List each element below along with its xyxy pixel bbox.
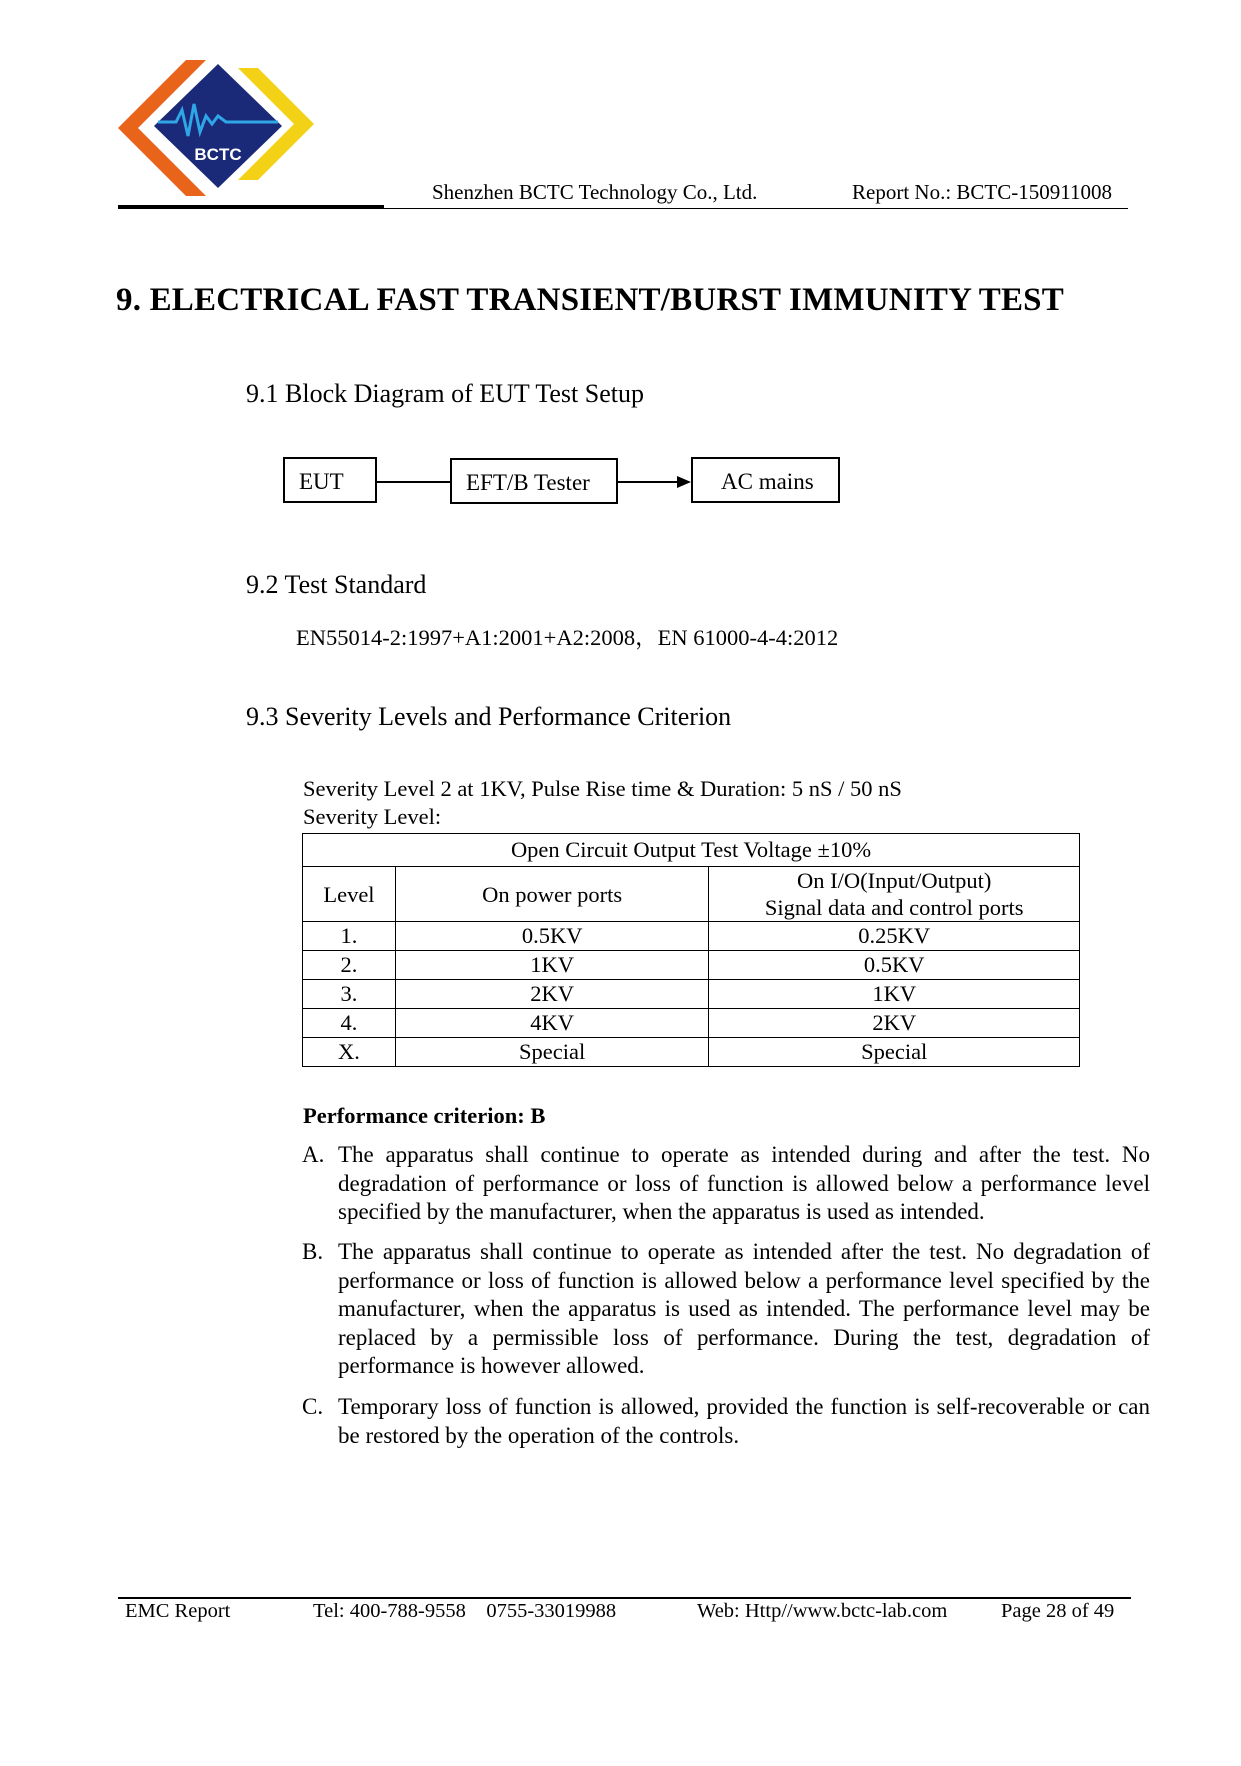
criterion-c xyxy=(302,1393,1150,1450)
bctc-logo xyxy=(118,60,318,200)
io-cell: 0.25KV xyxy=(709,922,1080,951)
criterion-text: The apparatus shall continue to operate as intended after the test. No degradation of performance or loss of function is allowed below a performance level specified by the manufacturer, when the apparatus is used as intended. The performance level may be replaced by a permissible loss of performance. During the test, degradation of performance is however allowed. xyxy=(338,1239,1150,1379)
test-standard-heading: 9.2 Test Standard xyxy=(246,570,427,599)
eft-tester-box xyxy=(450,458,618,504)
company-name: Shenzhen BCTC Technology Co., Ltd. xyxy=(432,180,758,204)
col-power-header: On power ports xyxy=(395,867,709,922)
level-cell: 3. xyxy=(303,980,396,1009)
header-rule xyxy=(118,208,1128,209)
col-io-header xyxy=(709,867,1080,922)
severity-level-label: Severity Level: xyxy=(303,804,442,829)
footer-report-type: EMC Report xyxy=(125,1600,231,1622)
io-cell: 0.5KV xyxy=(709,951,1080,980)
io-cell: 1KV xyxy=(709,980,1080,1009)
eft-tester-box-label: EFT/B Tester xyxy=(466,470,590,495)
footer-website: Web: Http//www.bctc-lab.com xyxy=(697,1600,948,1622)
test-standard-text: EN55014-2:1997+A1:2001+A2:2008，EN 61000-4-4:2012 xyxy=(296,625,839,650)
footer-page-number: Page 28 of 49 xyxy=(1001,1600,1115,1622)
criterion-text: Temporary loss of function is allowed, provided the function is self-recoverable or can be restored by the operation of the controls. xyxy=(338,1394,1150,1448)
power-cell: 0.5KV xyxy=(395,922,709,951)
level-cell: 1. xyxy=(303,922,396,951)
eut-box xyxy=(283,457,377,503)
footer-rule xyxy=(118,1597,1131,1599)
criterion-a xyxy=(302,1141,1150,1227)
ac-mains-box-label: AC mains xyxy=(721,469,814,494)
section-title: 9. ELECTRICAL FAST TRANSIENT/BURST IMMUNITY TEST xyxy=(116,282,1064,318)
ac-mains-box xyxy=(691,457,840,503)
criterion-letter: B. xyxy=(302,1239,324,1264)
col-io-header-line2: Signal data and control ports xyxy=(764,895,1024,920)
level-cell: X. xyxy=(303,1038,396,1067)
power-cell: 2KV xyxy=(395,980,709,1009)
severity-level-line: Severity Level 2 at 1KV, Pulse Rise time & Duration: 5 nS / 50 nS xyxy=(303,776,902,801)
table-header-row xyxy=(303,834,1080,867)
io-cell: Special xyxy=(709,1038,1080,1067)
level-cell: 2. xyxy=(303,951,396,980)
table-row xyxy=(303,922,1080,951)
criterion-letter: A. xyxy=(302,1142,325,1167)
eut-box-label: EUT xyxy=(299,469,344,494)
table-row xyxy=(303,951,1080,980)
severity-heading: 9.3 Severity Levels and Performance Criterion xyxy=(246,702,732,731)
footer-telephone: Tel: 400-788-9558 0755-33019988 xyxy=(313,1600,617,1622)
col-level-header: Level xyxy=(303,867,396,922)
arrow-head-icon xyxy=(677,476,691,488)
criterion-text: The apparatus shall continue to operate as intended during and after the test. No degradation of performance or loss of function is allowed below a performance level specified by the manufacturer, when the apparatus is used as intended. xyxy=(338,1142,1150,1225)
performance-criterion-title: Performance criterion: B xyxy=(303,1103,546,1128)
severity-table xyxy=(302,833,1080,1067)
power-cell: 1KV xyxy=(395,951,709,980)
power-cell: 4KV xyxy=(395,1009,709,1038)
io-cell: 2KV xyxy=(709,1009,1080,1038)
criterion-letter: C. xyxy=(302,1394,324,1419)
power-cell: Special xyxy=(395,1038,709,1067)
table-column-row xyxy=(303,867,1080,922)
report-number: Report No.: BCTC-150911008 xyxy=(852,180,1112,204)
level-cell: 4. xyxy=(303,1009,396,1038)
table-row xyxy=(303,980,1080,1009)
table-header-cell: Open Circuit Output Test Voltage ±10% xyxy=(303,834,1080,867)
table-row xyxy=(303,1038,1080,1067)
logo-text: BCTC xyxy=(194,145,242,164)
table-row xyxy=(303,1009,1080,1038)
col-io-header-line1: On I/O(Input/Output) xyxy=(797,868,992,893)
criterion-b xyxy=(302,1238,1150,1381)
block-diagram-heading: 9.1 Block Diagram of EUT Test Setup xyxy=(246,379,644,408)
